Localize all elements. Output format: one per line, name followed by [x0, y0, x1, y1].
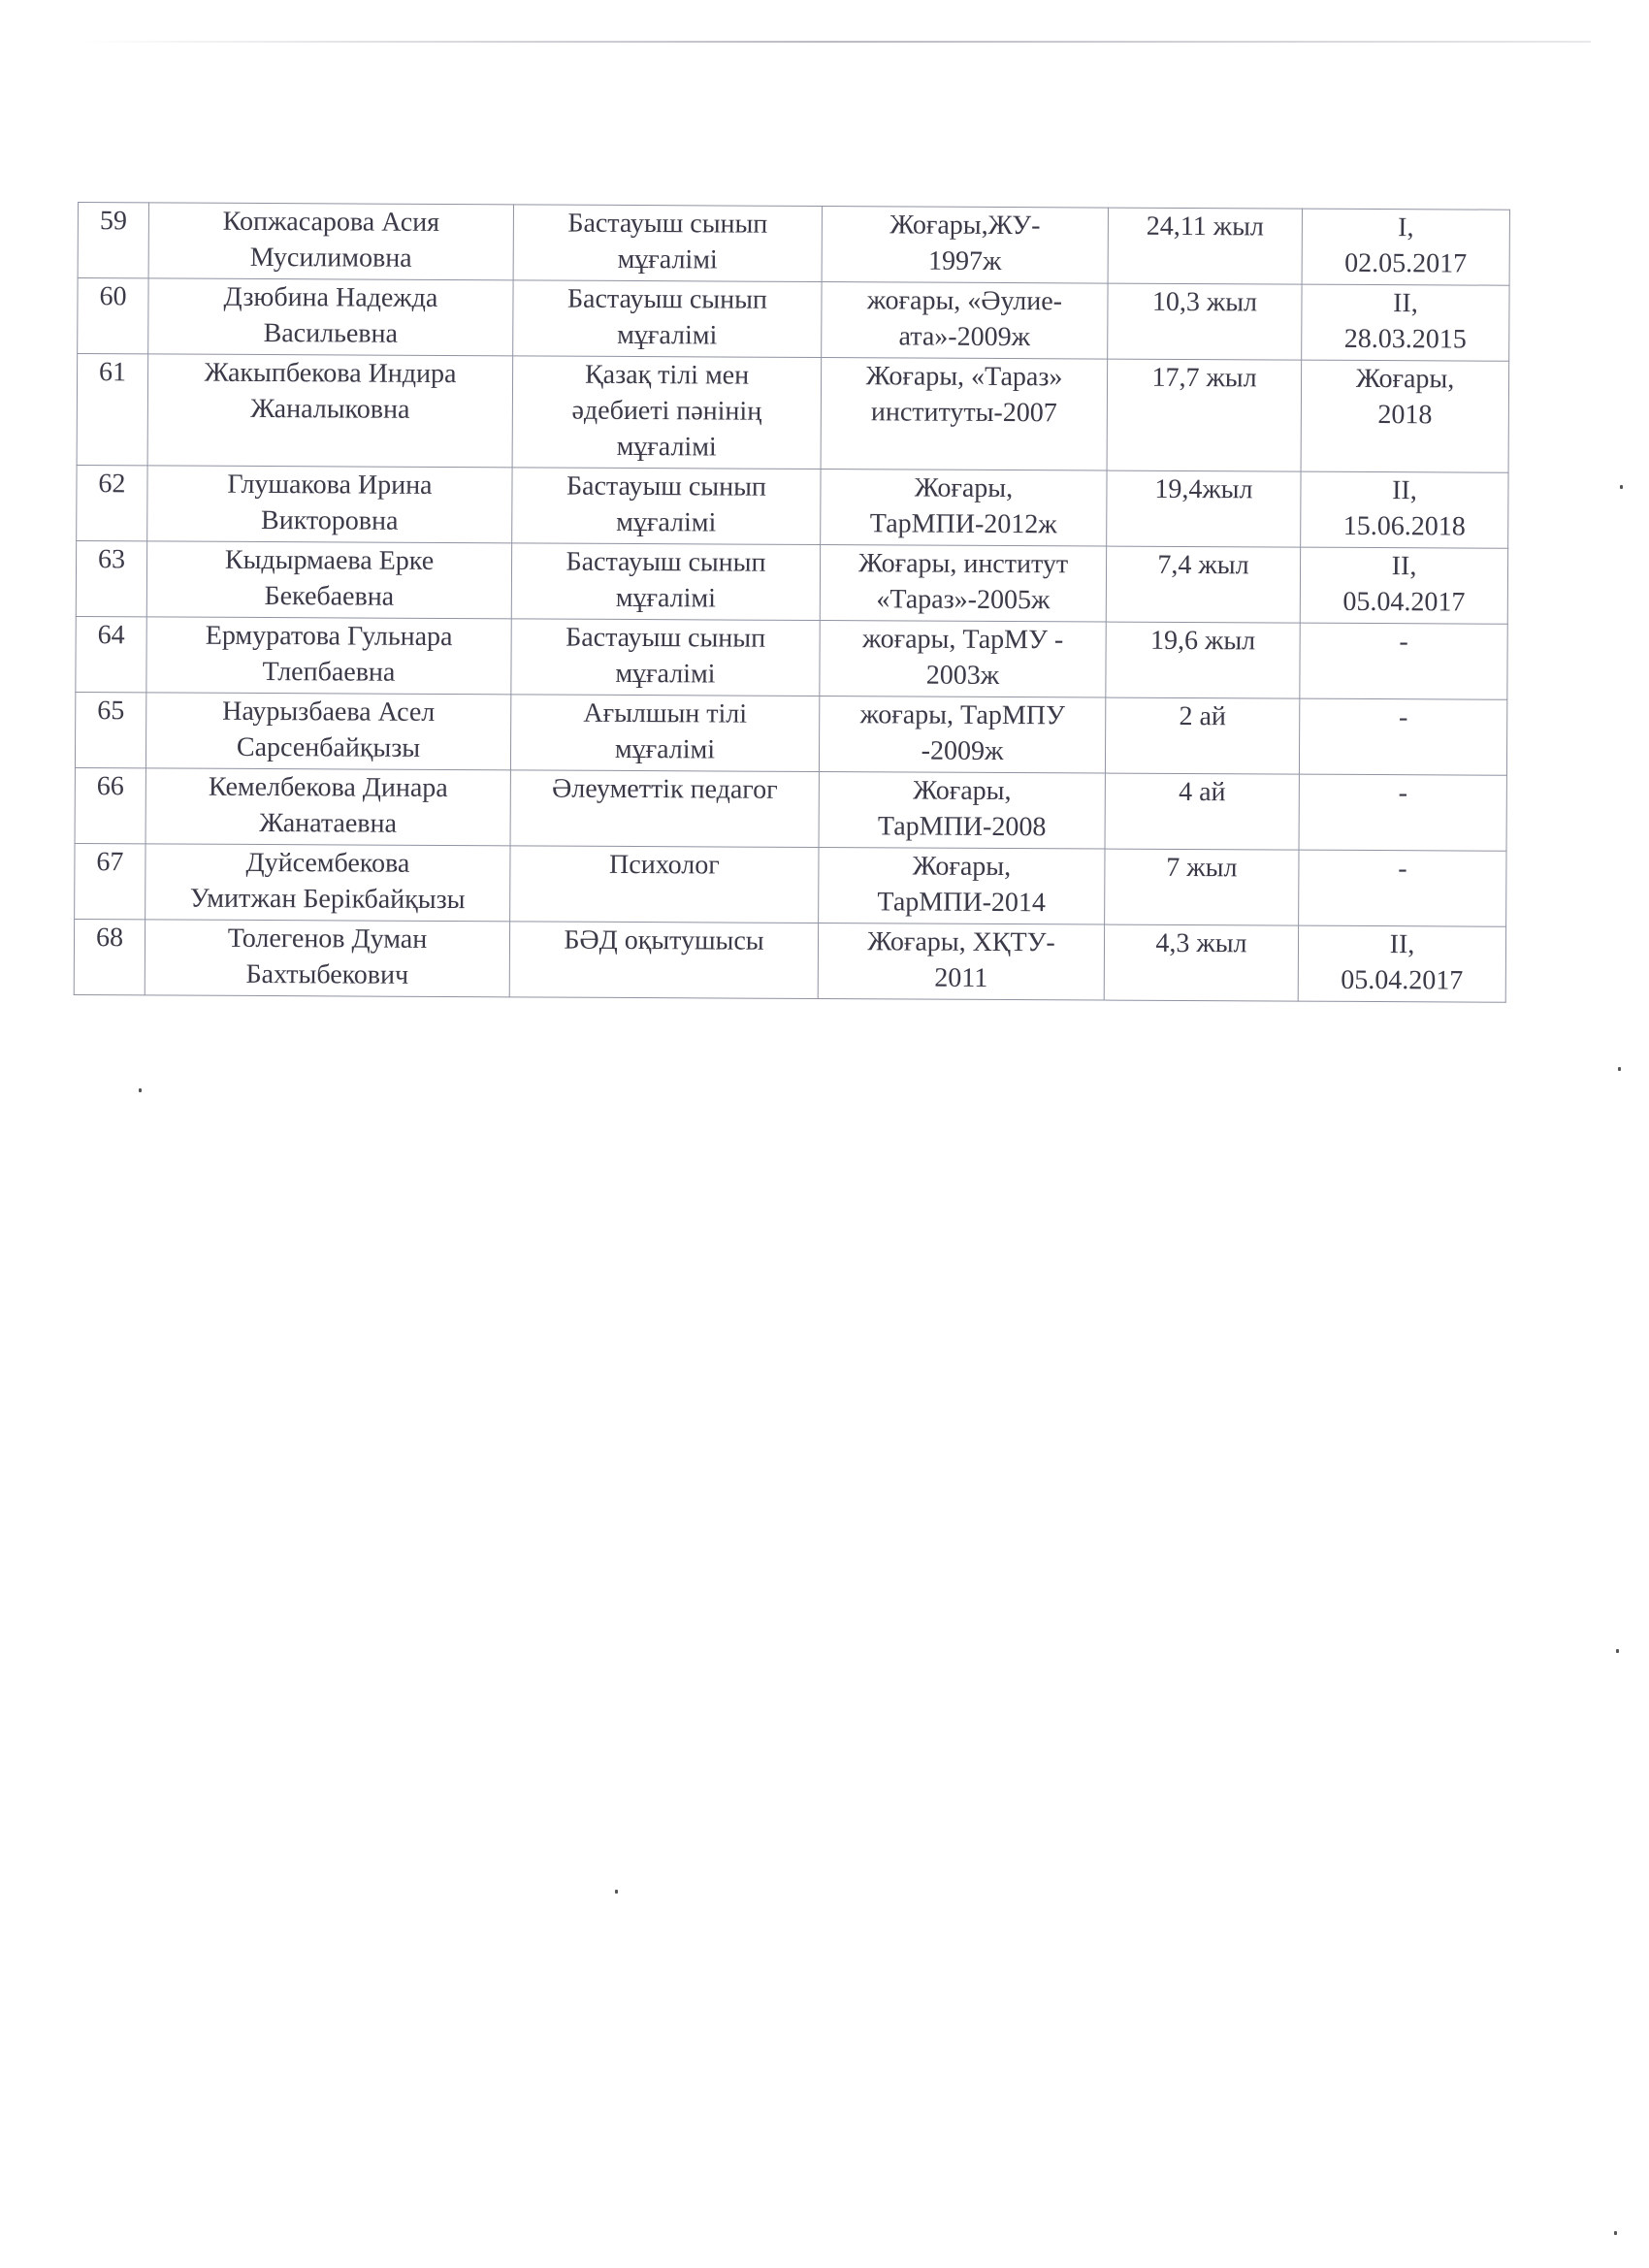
position-cell-line: мұғалімі: [615, 582, 717, 614]
position-cell-line: мұғалімі: [616, 431, 717, 463]
position-cell-line: БӘД оқытушысы: [564, 924, 764, 956]
education-cell-line: ТарМПИ-2014: [877, 887, 1047, 919]
table-row: [74, 919, 1505, 1002]
scan-speck: [1614, 2231, 1617, 2235]
row-number-cell: 68: [74, 919, 145, 994]
name-cell: [146, 541, 511, 619]
education-cell-line: Жоғары,ЖУ-: [889, 210, 1041, 242]
experience-cell: 19,4жыл: [1107, 470, 1301, 547]
position-cell: [512, 468, 821, 545]
category-cell-line: -: [1398, 854, 1407, 885]
category-cell: [1302, 284, 1509, 361]
name-cell: [146, 617, 511, 695]
position-cell-line: Ағылшын тілі: [583, 697, 748, 729]
position-cell-line: Қазақ тілі мен: [584, 359, 750, 391]
scan-speck: [1616, 1649, 1619, 1653]
table-row: [77, 465, 1508, 548]
position-cell: [511, 619, 820, 697]
education-cell-line: жоғары, «Әулие-: [866, 285, 1063, 317]
name-cell-line: Наурызбаева Асел: [222, 696, 436, 728]
name-cell: [147, 354, 513, 468]
name-cell-line: Жаналыковна: [250, 393, 410, 425]
category-cell-line: II,: [1391, 551, 1417, 582]
education-cell: [822, 282, 1108, 360]
name-cell-line: Умитжан Берікбайқызы: [189, 883, 466, 916]
education-cell: [820, 545, 1106, 623]
experience-cell: 2 ай: [1105, 697, 1299, 774]
education-cell-line: «Тараз»-2005ж: [876, 584, 1051, 616]
position-cell-line: Бастауыш сынып: [567, 208, 768, 240]
scan-speck: [1620, 485, 1623, 489]
table-row: [76, 616, 1507, 699]
category-cell-line: II,: [1389, 929, 1415, 960]
experience-cell: 19,6 жыл: [1106, 622, 1300, 698]
category-cell: [1300, 547, 1507, 624]
table-row: [75, 692, 1506, 775]
position-cell-line: Бастауыш сынып: [566, 283, 768, 315]
position-cell: [511, 543, 820, 621]
category-cell-line: I,: [1398, 212, 1414, 243]
staff-table: [74, 202, 1510, 1003]
education-cell: [819, 697, 1105, 774]
name-cell-line: Бахтыбекович: [245, 958, 409, 990]
education-cell-line: 2003ж: [925, 660, 1000, 691]
row-number-cell: 62: [77, 465, 147, 540]
name-cell-line: Тлепбаевна: [262, 657, 396, 688]
row-number-cell: 67: [75, 843, 146, 919]
education-cell-line: ТарМПИ-2008: [877, 811, 1047, 843]
category-cell-line: 2018: [1377, 400, 1433, 431]
education-cell-line: ТарМПИ-2012ж: [869, 508, 1057, 540]
name-cell: [146, 844, 510, 922]
category-cell-line: Жоғары,: [1355, 363, 1455, 395]
name-cell-line: Мусилимовна: [249, 242, 412, 274]
name-cell-line: Кыдырмаева Ерке: [224, 544, 435, 576]
name-cell: [147, 466, 512, 543]
table-row: [75, 767, 1506, 851]
row-number-cell: 61: [77, 354, 148, 466]
position-cell-line: мұғалімі: [615, 658, 716, 690]
category-cell-line: 28.03.2015: [1343, 323, 1467, 355]
position-cell: [513, 280, 822, 358]
experience-cell: 7 жыл: [1105, 849, 1299, 925]
category-cell: [1301, 360, 1509, 472]
education-cell-line: жоғары, ТарМПУ: [859, 699, 1065, 731]
category-cell: [1300, 623, 1507, 699]
position-cell: [513, 205, 822, 282]
education-cell-line: Жоғары,: [913, 775, 1012, 807]
name-cell-line: Жакыпбекова Индира: [204, 357, 457, 390]
position-cell-line: мұғалімі: [616, 506, 717, 538]
name-cell-line: Глушакова Ирина: [227, 469, 433, 501]
education-cell: [821, 470, 1107, 547]
name-cell-line: Кемелбекова Динара: [208, 771, 448, 804]
table-row: [77, 354, 1509, 473]
experience-cell: 4 ай: [1105, 773, 1299, 850]
position-cell: [510, 770, 819, 848]
education-cell-line: Жоғары,: [914, 472, 1014, 504]
category-cell-line: -: [1398, 778, 1408, 809]
experience-cell: 10,3 жыл: [1108, 283, 1302, 360]
experience-cell: 17,7 жыл: [1107, 359, 1302, 471]
education-cell-line: 2011: [934, 962, 988, 993]
scan-speck: [1618, 1067, 1621, 1071]
education-cell: [820, 621, 1106, 698]
education-cell-line: 1997ж: [927, 245, 1002, 276]
education-cell: [819, 848, 1105, 925]
name-cell: [148, 203, 513, 280]
position-cell-line: Әлеуметтік педагог: [551, 773, 778, 805]
experience-cell: 24,11 жыл: [1108, 208, 1302, 284]
position-cell: [510, 695, 819, 772]
name-cell-line: Толегенов Думан: [227, 923, 428, 955]
scan-edge-line: [78, 41, 1591, 43]
education-cell-line: жоғары, ТарМУ -: [861, 624, 1064, 656]
education-cell: [821, 358, 1108, 471]
education-cell: [822, 207, 1108, 284]
name-cell: [148, 278, 513, 356]
category-cell: [1298, 925, 1505, 1002]
name-cell-line: Сарсенбайқызы: [236, 731, 421, 763]
experience-cell: 4,3 жыл: [1104, 924, 1298, 1001]
category-cell: [1302, 209, 1509, 285]
position-cell-line: Бастауыш сынып: [566, 470, 767, 502]
category-cell-line: 15.06.2018: [1342, 510, 1466, 542]
position-cell-line: Бастауыш сынып: [566, 622, 766, 654]
category-cell-line: -: [1399, 627, 1408, 658]
position-cell: [512, 356, 822, 470]
position-cell-line: мұғалімі: [617, 243, 718, 275]
education-cell: [819, 772, 1105, 850]
scan-speck: [615, 1890, 618, 1894]
row-number-cell: 66: [75, 767, 146, 843]
name-cell-line: Ермуратова Гульнара: [205, 620, 453, 653]
category-cell: [1299, 698, 1506, 775]
position-cell-line: Психолог: [609, 849, 720, 881]
name-cell: [145, 920, 509, 997]
row-number-cell: 65: [75, 692, 146, 767]
name-cell-line: Викторовна: [260, 504, 399, 536]
education-cell-line: ата»-2009ж: [898, 321, 1031, 353]
table-row: [75, 843, 1506, 926]
position-cell-line: әдебиеті пәнінің: [571, 395, 762, 427]
position-cell-line: Бастауыш сынып: [566, 546, 766, 578]
staff-table-container: [74, 202, 1509, 1003]
scan-speck: [139, 1088, 142, 1092]
education-cell-line: Жоғары, ХҚТУ-: [867, 926, 1055, 958]
name-cell-line: Жанатаевна: [259, 807, 398, 839]
education-cell: [818, 923, 1104, 1001]
table-row: [78, 203, 1509, 286]
table-row: [76, 540, 1507, 624]
position-cell: [510, 846, 819, 923]
category-cell-line: 05.04.2017: [1341, 964, 1464, 996]
education-cell-line: -2009ж: [921, 735, 1004, 767]
category-cell: [1301, 471, 1508, 548]
category-cell-line: 02.05.2017: [1344, 247, 1468, 279]
row-number-cell: 63: [76, 540, 146, 616]
category-cell-line: -: [1398, 702, 1408, 733]
table-row: [78, 278, 1509, 362]
row-number-cell: 60: [78, 278, 148, 354]
position-cell-line: мұғалімі: [617, 319, 718, 351]
name-cell-line: Васильевна: [263, 318, 399, 349]
education-cell-line: Жоғары, «Тараз»: [865, 361, 1063, 393]
name-cell-line: Копжасарова Асия: [222, 206, 440, 238]
row-number-cell: 59: [78, 203, 148, 278]
education-cell-line: Жоғары, институт: [857, 548, 1069, 580]
row-number-cell: 64: [76, 616, 146, 692]
category-cell-line: 05.04.2017: [1342, 586, 1466, 618]
staff-table-body: [74, 203, 1509, 1003]
name-cell: [146, 693, 510, 770]
name-cell: [146, 768, 510, 846]
position-cell: [509, 922, 818, 999]
name-cell-line: Бекебаевна: [264, 581, 395, 612]
category-cell-line: II,: [1392, 475, 1417, 506]
education-cell-line: Жоғары,: [912, 851, 1012, 883]
experience-cell: 7,4 жыл: [1106, 546, 1300, 623]
name-cell-line: Дзюбина Надежда: [223, 281, 438, 313]
position-cell-line: мұғалімі: [614, 733, 716, 765]
education-cell-line: институты-2007: [870, 397, 1057, 429]
category-cell: [1299, 850, 1506, 926]
category-cell-line: II,: [1393, 288, 1418, 319]
category-cell: [1299, 774, 1506, 851]
name-cell-line: Дуйсембекова: [245, 847, 410, 879]
